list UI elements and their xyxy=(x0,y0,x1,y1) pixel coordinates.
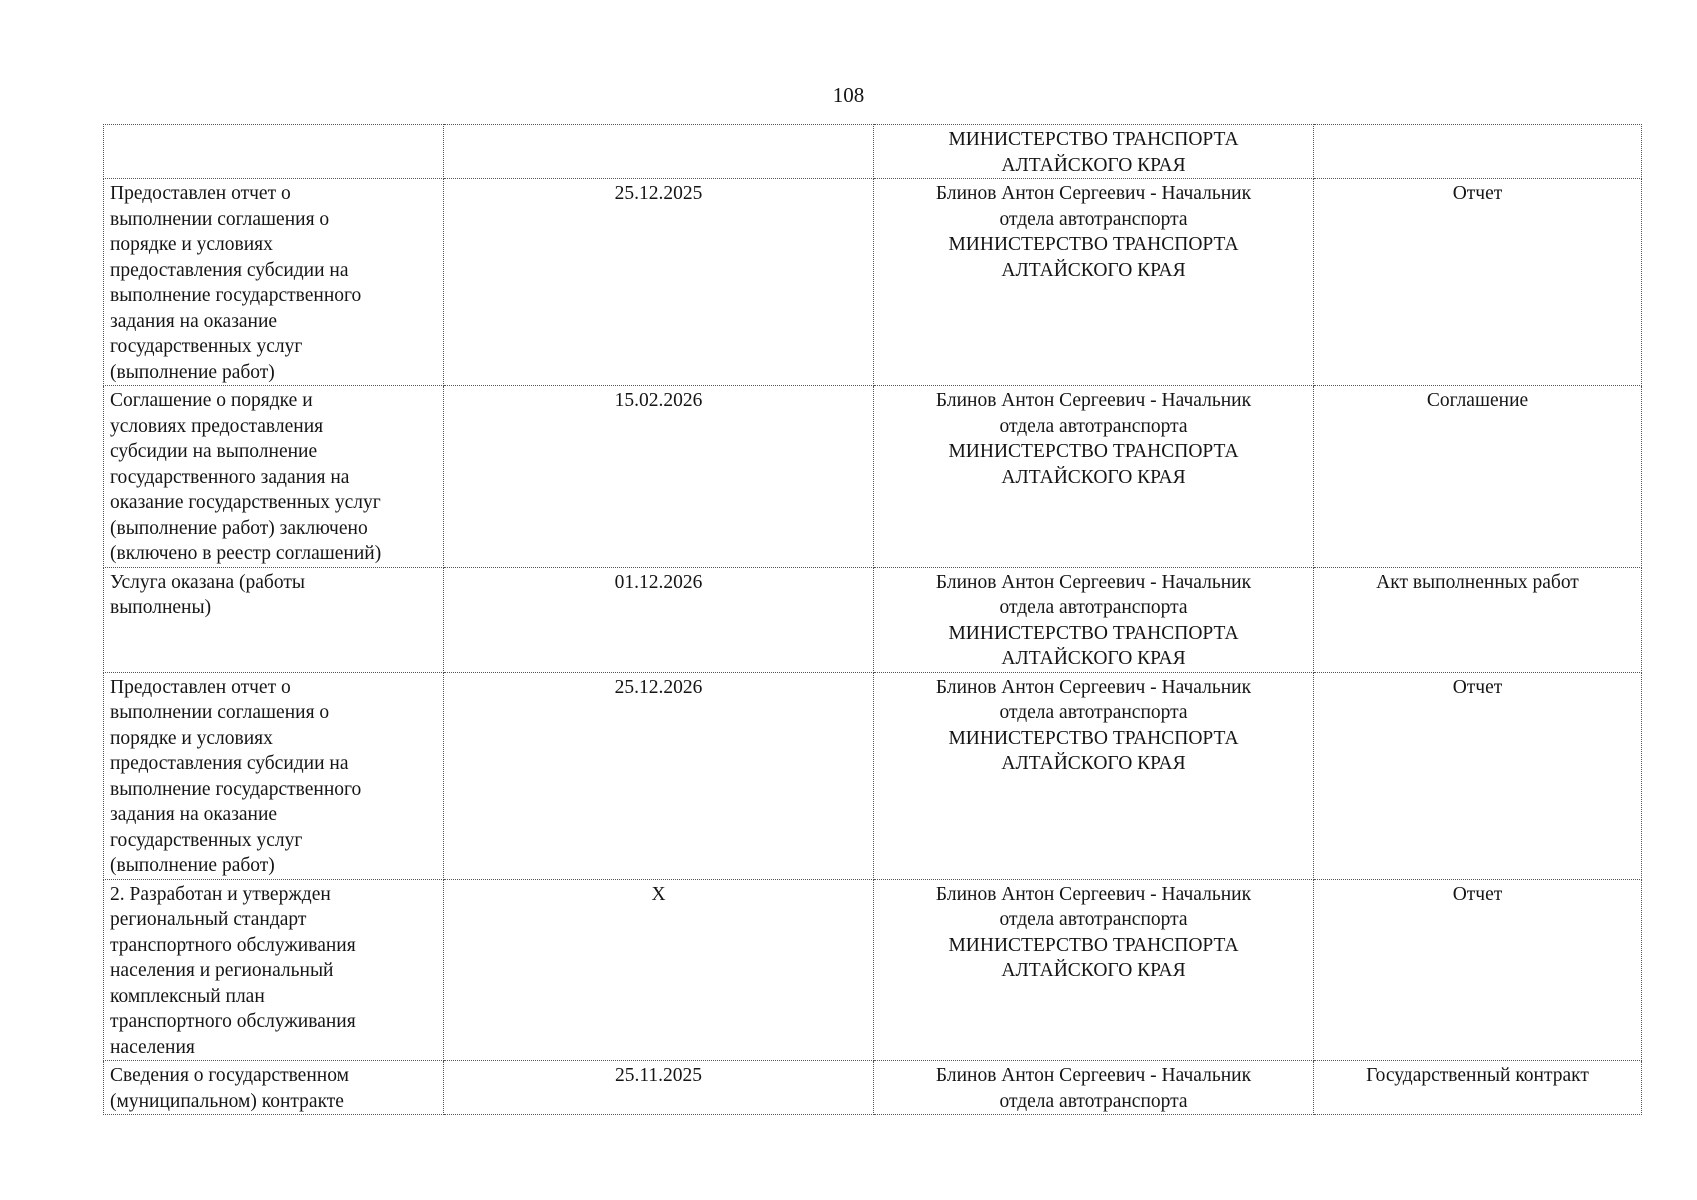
responsible-cell xyxy=(874,1061,1314,1115)
responsible-cell-line: МИНИСТЕРСТВО ТРАНСПОРТА xyxy=(948,234,1239,255)
date-cell: 15.02.2026 xyxy=(444,386,874,568)
date-cell: 25.12.2026 xyxy=(444,672,874,879)
responsible-cell-line: Блинов Антон Сергеевич - Начальник xyxy=(935,676,1252,698)
date-cell: 25.11.2025 xyxy=(444,1061,874,1115)
responsible-cell xyxy=(874,879,1314,1061)
description-cell-line: (выполнение работ) xyxy=(110,361,275,383)
responsible-cell xyxy=(874,386,1314,568)
description-cell-line: населения и региональный xyxy=(110,960,334,981)
responsible-cell-line: АЛТАЙСКОГО КРАЯ xyxy=(1001,960,1186,981)
responsible-cell-line: отдела автотранспорта xyxy=(999,597,1188,618)
description-cell-line: выполнении соглашения о xyxy=(110,208,330,230)
responsible-cell-line: АЛТАЙСКОГО КРАЯ xyxy=(1001,466,1186,488)
description-cell-line: Услуга оказана (работы xyxy=(110,571,305,593)
description-cell-line: Предоставлен отчет о xyxy=(110,676,291,698)
responsible-cell-line: Блинов Антон Сергеевич - Начальник xyxy=(935,571,1252,593)
table-row xyxy=(104,1061,1642,1115)
description-cell-line: Соглашение о порядке и xyxy=(110,390,313,411)
description-cell-line: государственных услуг xyxy=(110,829,303,851)
description-cell-line: государственных услуг xyxy=(110,336,303,357)
responsible-cell-line: МИНИСТЕРСТВО ТРАНСПОРТА xyxy=(948,727,1239,749)
responsible-cell xyxy=(874,125,1314,179)
document-type-cell: Соглашение xyxy=(1314,386,1642,568)
description-cell-line: задания на оказание xyxy=(110,310,278,332)
description-cell xyxy=(104,879,444,1061)
document-type-cell: Отчет xyxy=(1314,672,1642,879)
responsible-cell-line: отдела автотранспорта xyxy=(999,208,1188,230)
table-row xyxy=(104,567,1642,672)
description-cell xyxy=(104,672,444,879)
description-cell-line: предоставления субсидии на xyxy=(110,753,349,774)
description-cell-line: (выполнение работ) xyxy=(110,855,275,876)
responsible-cell-line: отдела автотранспорта xyxy=(999,415,1188,437)
responsible-cell-line: МИНИСТЕРСТВО ТРАНСПОРТА xyxy=(948,934,1239,956)
responsible-cell-line: МИНИСТЕРСТВО ТРАНСПОРТА xyxy=(948,129,1239,150)
description-cell-line: населения xyxy=(110,1036,195,1058)
description-cell-line: транспортного обслуживания xyxy=(110,934,356,956)
responsible-cell-line: отдела автотранспорта xyxy=(999,909,1188,930)
table-body xyxy=(104,125,1642,1115)
description-cell-line: предоставления субсидии на xyxy=(110,259,349,281)
responsible-cell-line: АЛТАЙСКОГО КРАЯ xyxy=(1001,259,1186,281)
description-cell-line: задания на оказание xyxy=(110,804,278,825)
document-type-cell: Акт выполненных работ xyxy=(1314,567,1642,672)
description-cell-line: порядке и условиях xyxy=(110,234,273,255)
responsible-cell-line: АЛТАЙСКОГО КРАЯ xyxy=(1001,753,1186,774)
date-cell: X xyxy=(444,879,874,1061)
responsible-cell-line: отдела автотранспорта xyxy=(999,702,1188,723)
description-cell-line: выполнены) xyxy=(110,597,212,618)
date-cell: 25.12.2025 xyxy=(444,179,874,386)
responsible-cell xyxy=(874,179,1314,386)
responsible-cell-line: Блинов Антон Сергеевич - Начальник xyxy=(935,1065,1252,1086)
description-cell-line: государственного задания на xyxy=(110,466,350,488)
description-cell-line: выполнении соглашения о xyxy=(110,702,330,723)
table-row xyxy=(104,125,1642,179)
description-cell-line: транспортного обслуживания xyxy=(110,1011,356,1032)
responsible-cell-line: Блинов Антон Сергеевич - Начальник xyxy=(935,183,1252,204)
table-row xyxy=(104,672,1642,879)
description-cell xyxy=(104,386,444,568)
document-type-cell: Отчет xyxy=(1314,879,1642,1061)
responsible-cell-line: Блинов Антон Сергеевич - Начальник xyxy=(935,390,1252,411)
responsible-cell-line: Блинов Антон Сергеевич - Начальник xyxy=(935,883,1252,905)
table-row xyxy=(104,386,1642,568)
description-cell-line: выполнение государственного xyxy=(110,285,362,306)
responsible-cell-line: отдела автотранспорта xyxy=(999,1090,1188,1112)
table-row xyxy=(104,179,1642,386)
description-cell-line: (включено в реестр соглашений) xyxy=(110,543,382,564)
description-cell xyxy=(104,179,444,386)
description-cell xyxy=(104,567,444,672)
document-type-cell: Отчет xyxy=(1314,179,1642,386)
table-row xyxy=(104,879,1642,1061)
responsible-cell xyxy=(874,672,1314,879)
control-points-table xyxy=(103,124,1642,1115)
document-type-cell xyxy=(1314,125,1642,179)
responsible-cell-line: МИНИСТЕРСТВО ТРАНСПОРТА xyxy=(948,622,1239,644)
description-cell-line: оказание государственных услуг xyxy=(110,492,381,513)
date-cell: 01.12.2026 xyxy=(444,567,874,672)
page-number: 108 xyxy=(832,83,865,107)
description-cell-line: (муниципальном) контракте xyxy=(110,1090,344,1112)
description-cell-line: порядке и условиях xyxy=(110,727,273,749)
responsible-cell-line: АЛТАЙСКОГО КРАЯ xyxy=(1001,154,1186,176)
responsible-cell xyxy=(874,567,1314,672)
description-cell-line: субсидии на выполнение xyxy=(110,441,318,462)
description-cell-line: условиях предоставления xyxy=(110,415,324,437)
description-cell-line: Сведения о государственном xyxy=(110,1065,349,1086)
description-cell xyxy=(104,125,444,179)
description-cell-line: комплексный план xyxy=(110,985,265,1007)
responsible-cell-line: МИНИСТЕРСТВО ТРАНСПОРТА xyxy=(948,441,1239,462)
description-cell-line: выполнение государственного xyxy=(110,778,362,800)
document-type-cell: Государственный контракт xyxy=(1314,1061,1642,1115)
description-cell-line: Предоставлен отчет о xyxy=(110,183,291,204)
description-cell-line: (выполнение работ) заключено xyxy=(110,517,368,539)
description-cell-line: 2. Разработан и утвержден xyxy=(110,883,331,905)
description-cell xyxy=(104,1061,444,1115)
date-cell xyxy=(444,125,874,179)
responsible-cell-line: АЛТАЙСКОГО КРАЯ xyxy=(1001,648,1186,669)
description-cell-line: региональный стандарт xyxy=(110,909,307,930)
